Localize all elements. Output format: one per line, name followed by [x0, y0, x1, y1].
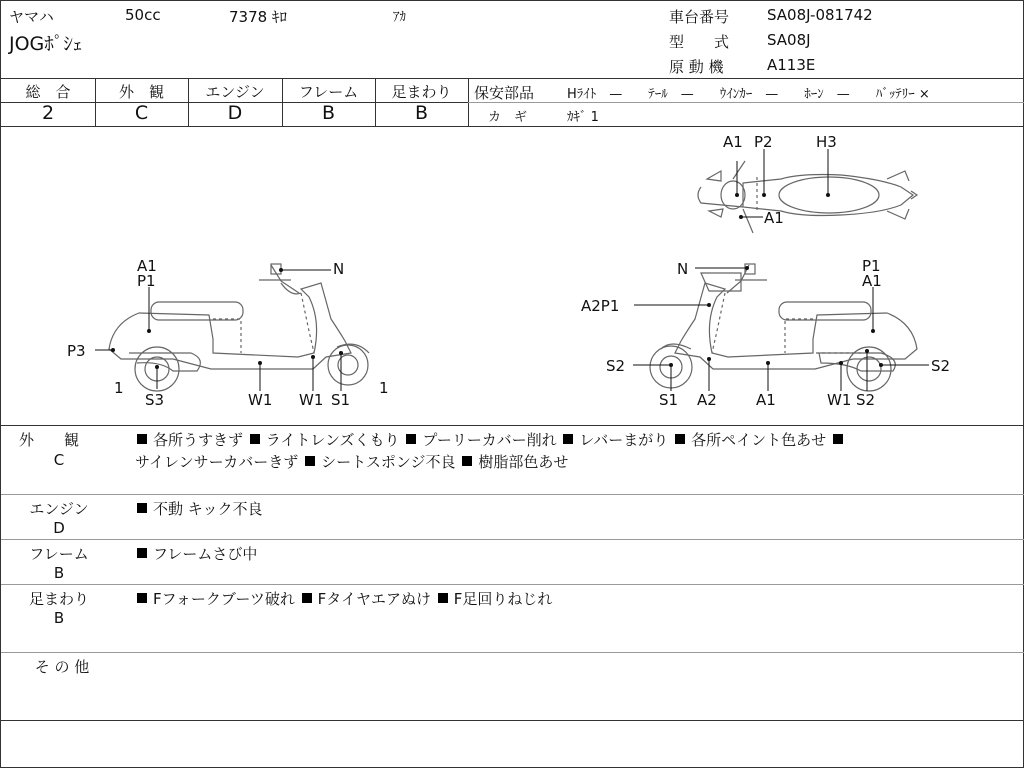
- model-name: JOGﾎﾟｼｪ: [9, 33, 83, 55]
- left-label-w1-front: W1: [299, 391, 324, 409]
- divider: [468, 102, 1024, 103]
- section-engine-title: エンジン: [29, 500, 89, 518]
- divider: [1, 78, 1024, 79]
- grade-overall-label: 総 合: [25, 83, 71, 101]
- divider: [1, 720, 1024, 721]
- right-label-a2: A2: [697, 391, 717, 409]
- chassis-label: 車台番号: [669, 8, 730, 26]
- bullet-icon: [250, 434, 260, 444]
- left-label-p3: P3: [67, 342, 86, 360]
- key-label: カ ギ: [488, 110, 528, 125]
- section-suspension-title: 足まわり: [28, 590, 89, 608]
- bullet-icon: [137, 434, 147, 444]
- right-label-s2-rear: S2: [931, 357, 951, 375]
- section-frame-title: フレーム: [29, 545, 89, 563]
- scooter-top-view: [698, 161, 917, 233]
- right-label-s1: S1: [659, 391, 679, 409]
- left-label-w1: W1: [248, 391, 273, 409]
- left-label-n: N: [333, 260, 345, 278]
- left-label-1-front: 1: [379, 379, 389, 397]
- damage-diagram: [1, 127, 1023, 425]
- engine-items: 不動 キック不良: [135, 498, 262, 519]
- grade-frame-label: フレーム: [298, 83, 359, 101]
- divider: [1, 539, 1024, 540]
- mileage: 7378 ｷﾛ: [229, 8, 287, 26]
- top-label-p2: P2: [754, 133, 773, 151]
- right-label-a1-floor: A1: [756, 391, 776, 409]
- bullet-icon: [675, 434, 685, 444]
- divider: [1, 494, 1024, 495]
- displacement: 50cc: [125, 6, 161, 24]
- maker: ヤマハ: [9, 8, 54, 26]
- bullet-icon: [462, 456, 472, 466]
- top-label-a1: A1: [723, 133, 743, 151]
- grade-appearance-label: 外 観: [118, 83, 164, 101]
- right-label-s2-front: S2: [606, 357, 626, 375]
- grade-suspension-label: 足まわり: [391, 83, 452, 101]
- grade-engine-value: D: [227, 102, 243, 124]
- divider: [1, 652, 1024, 653]
- safety-parts-label: 保安部品: [474, 84, 535, 102]
- engine-type-label: 原 動 機: [669, 58, 724, 76]
- right-label-w1: W1: [827, 391, 852, 409]
- bullet-icon: [137, 503, 147, 513]
- right-label-a2p1: A2P1: [581, 297, 620, 315]
- left-label-p1: P1: [137, 272, 156, 290]
- left-label-1-rear: 1: [114, 379, 124, 397]
- divider: [1, 425, 1024, 426]
- bullet-icon: [563, 434, 573, 444]
- section-appearance-grade: C: [53, 451, 65, 469]
- right-label-s2-bottom: S2: [856, 391, 876, 409]
- type-label: 型 式: [669, 33, 730, 51]
- bullet-icon: [833, 434, 843, 444]
- bullet-icon: [305, 456, 315, 466]
- divider: [1, 584, 1024, 585]
- bullet-icon: [302, 593, 312, 603]
- right-label-n: N: [677, 260, 689, 278]
- grade-suspension-value: B: [414, 102, 429, 124]
- grade-overall-value: 2: [41, 102, 55, 124]
- bullet-icon: [406, 434, 416, 444]
- section-appearance-title: 外 観: [18, 431, 79, 449]
- color: ｱｶ: [393, 10, 406, 25]
- suspension-items: Fフォークブーツ破れ Fタイヤエアぬけ F足回りねじれ: [135, 588, 552, 609]
- bullet-icon: [137, 548, 147, 558]
- section-other-title: そ の 他: [34, 658, 90, 676]
- chassis-value: SA08J-081742: [767, 6, 873, 24]
- top-label-h3: H3: [816, 133, 837, 151]
- grade-engine-label: エンジン: [205, 83, 265, 101]
- safety-parts-list: Hﾗｲﾄ — ﾃｰﾙ — ｳｲﾝｶｰ — ﾎｰﾝ — ﾊﾞｯﾃﾘｰ ×: [567, 87, 930, 102]
- left-label-s1: S1: [331, 391, 351, 409]
- top-label-a1-lower: A1: [764, 209, 784, 227]
- appearance-items-line1: 各所うすきず ライトレンズくもり プーリーカバー削れ レバーまがり 各所ペイント色あせ: [135, 429, 849, 450]
- bullet-icon: [137, 593, 147, 603]
- engine-type-value: A113E: [767, 56, 816, 74]
- appearance-items-line2: サイレンサーカバーきず シートスポンジ不良 樹脂部色あせ: [135, 453, 569, 471]
- section-frame-grade: B: [53, 564, 65, 582]
- right-label-a1: A1: [862, 272, 882, 290]
- grade-appearance-value: C: [134, 102, 149, 124]
- section-engine-grade: D: [53, 519, 65, 537]
- bullet-icon: [438, 593, 448, 603]
- left-label-s3: S3: [145, 391, 165, 409]
- frame-items: フレームさび中: [135, 543, 257, 564]
- section-suspension-grade: B: [53, 609, 65, 627]
- key-value: ｶｷﾞ 1: [567, 110, 599, 125]
- right-label-p1: P1: [862, 257, 881, 275]
- type-value: SA08J: [767, 31, 811, 49]
- left-label-a1: A1: [137, 257, 157, 275]
- grade-frame-value: B: [321, 102, 336, 124]
